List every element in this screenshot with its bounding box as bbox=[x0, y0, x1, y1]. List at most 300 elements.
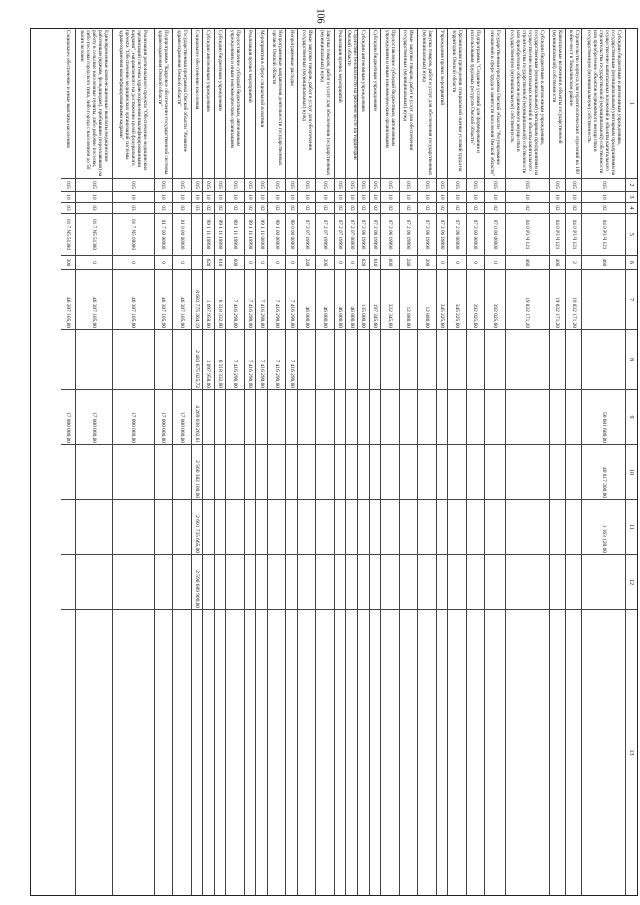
cell-rz: 10 bbox=[76, 192, 112, 203]
cell-v1: 19 832 171,20 bbox=[550, 270, 565, 330]
cell-pr: 02 bbox=[467, 203, 484, 214]
cell-v1: 1 097 958,00 bbox=[203, 270, 214, 330]
cell-v2: 1 097 958,00 bbox=[203, 330, 214, 390]
cell-v2: 7 416 290,00 bbox=[268, 330, 285, 390]
cell-pr: 03 bbox=[192, 203, 203, 214]
cell-vr: 2 bbox=[566, 256, 581, 270]
cell-v2 bbox=[61, 330, 75, 390]
cell-name: Закупка товаров, работ и услуг для обеспечения государственных (муниципальных) нужд bbox=[316, 29, 333, 179]
cell-v4 bbox=[298, 445, 315, 500]
cell-v1: 19 832 171,20 bbox=[506, 270, 549, 330]
cell-pr: 03 bbox=[113, 203, 154, 214]
cell-pr: 02 bbox=[358, 203, 369, 214]
cell-rz: 10 bbox=[173, 192, 190, 203]
cell-csr: 99 1 11 00000 bbox=[256, 214, 267, 256]
cell-v4 bbox=[335, 445, 346, 500]
cell-csr: 07 0 00 00000 bbox=[485, 214, 505, 256]
cell-csr: 99 1 11 19990 bbox=[226, 214, 243, 256]
cell-v7 bbox=[370, 610, 381, 895]
cell-v2: 7 416 290,00 bbox=[256, 330, 267, 390]
column-number: 1 bbox=[626, 29, 637, 179]
cell-v6 bbox=[358, 555, 369, 610]
cell-vr: 0 bbox=[256, 256, 267, 270]
cell-v1: 19 832 171,20 bbox=[566, 270, 581, 330]
table-row bbox=[267, 29, 285, 895]
cell-name: Единовременные компенсационные выплаты медицинским работникам (врачам, фельдшерам), прибывшим (переехавшим) на работу в сельские населенные пункты, либо рабочие поселки, либо поселки городского типа, либо города с населением до 50 тысяч человек bbox=[76, 29, 112, 179]
cell-v4 bbox=[566, 445, 581, 500]
cell-v7 bbox=[448, 610, 465, 895]
cell-pr: 02 bbox=[506, 203, 549, 214]
cell-csr: 01 7 00 00000 bbox=[155, 214, 172, 256]
cell-v4 bbox=[550, 445, 565, 500]
cell-v1: 7 416 290,00 bbox=[268, 270, 285, 330]
cell-name: Непрограммные расходы bbox=[286, 29, 297, 179]
cell-vr: 0 bbox=[173, 256, 190, 270]
cell-v3 bbox=[316, 390, 333, 445]
cell-pr: 02 bbox=[286, 203, 297, 214]
cell-gr: 015 bbox=[566, 179, 581, 192]
cell-gr: 015 bbox=[370, 179, 381, 192]
cell-v2 bbox=[400, 330, 417, 390]
cell-pr: 02 bbox=[335, 203, 346, 214]
cell-v3 bbox=[346, 390, 357, 445]
cell-v6 bbox=[582, 555, 625, 610]
column-number: 3 bbox=[626, 192, 637, 203]
table-row bbox=[255, 29, 267, 895]
cell-v2: 2 483 675 025,72 bbox=[192, 330, 203, 390]
cell-v2 bbox=[316, 330, 333, 390]
cell-v3 bbox=[506, 390, 549, 445]
cell-pr: 03 bbox=[155, 203, 172, 214]
cell-rz: 10 bbox=[550, 192, 565, 203]
cell-v2: 7 416 290,00 bbox=[226, 330, 243, 390]
cell-v5 bbox=[256, 500, 267, 555]
column-number: 2 bbox=[626, 179, 637, 192]
cell-v4 bbox=[506, 445, 549, 500]
cell-v3 bbox=[215, 390, 226, 445]
cell-rz: 10 bbox=[346, 192, 357, 203]
cell-v4 bbox=[437, 445, 448, 500]
cell-v6 bbox=[113, 555, 154, 610]
cell-v6 bbox=[155, 555, 172, 610]
cell-vr: 0 bbox=[437, 256, 448, 270]
cell-csr: 01 7 N5 00000 bbox=[113, 214, 154, 256]
cell-pr: 03 bbox=[61, 203, 75, 214]
cell-v1: 7 416 290,00 bbox=[226, 270, 243, 330]
cell-v6 bbox=[506, 555, 549, 610]
column-number: 6 bbox=[626, 256, 637, 270]
cell-v6 bbox=[286, 555, 297, 610]
cell-v5: 1 163 120,00 bbox=[582, 500, 625, 555]
cell-v7 bbox=[256, 610, 267, 895]
cell-rz: 10 bbox=[448, 192, 465, 203]
cell-v4 bbox=[381, 445, 398, 500]
cell-v1: 345 225,60 bbox=[437, 270, 448, 330]
cell-name: Социальное обеспечение и иные выплаты населению bbox=[61, 29, 75, 179]
cell-v6 bbox=[346, 555, 357, 610]
column-number: 13 bbox=[628, 749, 635, 756]
cell-pr: 02 bbox=[346, 203, 357, 214]
cell-rz: 10 bbox=[215, 192, 226, 203]
cell-v5 bbox=[400, 500, 417, 555]
cell-name: Субсидии бюджетным учреждениям bbox=[370, 29, 381, 179]
cell-v3 bbox=[400, 390, 417, 445]
cell-v4 bbox=[418, 445, 435, 500]
cell-v2 bbox=[437, 330, 448, 390]
cell-name: Предоставление субсидий бюджетным, автономным учреждениям и иным некоммерческим организациям bbox=[226, 29, 243, 179]
cell-v3 bbox=[566, 390, 581, 445]
cell-csr: 01 7 N5 51380 bbox=[61, 214, 75, 256]
table-row bbox=[297, 29, 315, 895]
cell-pr: 02 bbox=[298, 203, 315, 214]
cell-v4 bbox=[316, 445, 333, 500]
cell-v1: 392 025,60 bbox=[485, 270, 505, 330]
cell-v7 bbox=[215, 610, 226, 895]
page-number bbox=[312, 6, 328, 26]
cell-v6 bbox=[418, 555, 435, 610]
cell-rz: 10 bbox=[370, 192, 381, 203]
cell-rz: 10 bbox=[268, 192, 285, 203]
cell-v6 bbox=[245, 555, 256, 610]
cell-gr: 015 bbox=[256, 179, 267, 192]
cell-name: Субсидии бюджетным учреждениям bbox=[215, 29, 226, 179]
cell-name: Социальное обеспечение населения bbox=[192, 29, 203, 179]
cell-v1: 392 025,60 bbox=[467, 270, 484, 330]
cell-vr: 0 bbox=[155, 256, 172, 270]
table-row bbox=[466, 29, 484, 895]
cell-v5 bbox=[467, 500, 484, 555]
cell-v3 bbox=[335, 390, 346, 445]
cell-rz: 10 bbox=[203, 192, 214, 203]
cell-v2 bbox=[485, 330, 505, 390]
cell-v5 bbox=[370, 500, 381, 555]
cell-v5 bbox=[485, 500, 505, 555]
cell-v7 bbox=[203, 610, 214, 895]
cell-name: Непрограммные направления деятельности государственных органов Омской области bbox=[268, 29, 285, 179]
cell-v5 bbox=[550, 500, 565, 555]
cell-v1: 46 307 105,00 bbox=[173, 270, 190, 330]
cell-v4 bbox=[256, 445, 267, 500]
cell-vr: 600 bbox=[381, 256, 398, 270]
cell-v7 bbox=[467, 610, 484, 895]
cell-v1: 197 345,60 bbox=[370, 270, 381, 330]
cell-rz: 10 bbox=[400, 192, 417, 203]
table-row bbox=[357, 29, 369, 895]
cell-csr: 04 0 Р3 Ч 121 bbox=[566, 214, 581, 256]
cell-rz: 10 bbox=[298, 192, 315, 203]
cell-name: Реализация прочих мероприятий bbox=[335, 29, 346, 179]
table-row bbox=[315, 29, 333, 895]
cell-v4 bbox=[448, 445, 465, 500]
cell-v4: 2 560 382 100,00 bbox=[192, 445, 203, 500]
cell-rz: 10 bbox=[335, 192, 346, 203]
cell-v3 bbox=[358, 390, 369, 445]
cell-csr: 07 2 00 00000 bbox=[467, 214, 484, 256]
cell-rz: 10 bbox=[155, 192, 172, 203]
cell-v6 bbox=[566, 555, 581, 610]
cell-pr: 02 bbox=[226, 203, 243, 214]
cell-pr: 02 bbox=[381, 203, 398, 214]
cell-v2 bbox=[76, 330, 112, 390]
cell-vr: 300 bbox=[61, 256, 75, 270]
cell-v6: 2 598 689 900,00 bbox=[192, 555, 203, 610]
cell-pr: 02 bbox=[437, 203, 448, 214]
column-number: 12 bbox=[626, 555, 637, 610]
cell-v1 bbox=[582, 270, 625, 330]
cell-v5 bbox=[215, 500, 226, 555]
cell-name: Учреждения прочих мероприятий bbox=[437, 29, 448, 179]
budget-table bbox=[30, 28, 638, 896]
cell-name: Предоставление субсидий бюджетным, автономным учреждениям и иным некоммерческим организациям bbox=[381, 29, 398, 179]
cell-v7 bbox=[400, 610, 417, 895]
cell-csr bbox=[192, 214, 203, 256]
cell-name: Содействие безопасности на рабочем месте на территории Омской области bbox=[346, 29, 357, 179]
cell-v2 bbox=[506, 330, 549, 390]
cell-v1: 46 800,00 bbox=[298, 270, 315, 330]
cell-v3 bbox=[268, 390, 285, 445]
table-row bbox=[112, 29, 154, 895]
cell-v3: 17 000 000,00 bbox=[155, 390, 172, 445]
cell-vr: 610 bbox=[370, 256, 381, 270]
cell-v4 bbox=[113, 445, 154, 500]
cell-v5 bbox=[298, 500, 315, 555]
column-number: 10 bbox=[626, 445, 637, 500]
cell-rz: 10 bbox=[316, 192, 333, 203]
cell-v6 bbox=[203, 555, 214, 610]
cell-v7 bbox=[582, 610, 625, 895]
cell-pr: 02 bbox=[203, 203, 214, 214]
cell-name: Государственная программа Омской области "Регулирование отношений в сфере труда и занятости населения Омской области" bbox=[485, 29, 505, 179]
cell-v3: 50 601 600,00 bbox=[582, 390, 625, 445]
cell-v2: 6 318 332,00 bbox=[215, 330, 226, 390]
cell-gr: 015 bbox=[316, 179, 333, 192]
table-row bbox=[565, 29, 581, 895]
table-row bbox=[505, 29, 549, 895]
cell-gr: 015 bbox=[192, 179, 203, 192]
cell-v1: 46 307 105,00 bbox=[155, 270, 172, 330]
table-row bbox=[61, 29, 75, 895]
cell-v4 bbox=[286, 445, 297, 500]
cell-v6 bbox=[316, 555, 333, 610]
cell-v7 bbox=[173, 610, 190, 895]
cell-v6 bbox=[485, 555, 505, 610]
cell-name: Подпрограмма "Кадровое обеспечение государственной системы здравоохранения Омской области" bbox=[155, 29, 172, 179]
cell-vr: 0 bbox=[346, 256, 357, 270]
cell-v3: 4 269 038 202,61 bbox=[192, 390, 203, 445]
cell-rz: 10 bbox=[61, 192, 75, 203]
table-row bbox=[202, 29, 214, 895]
table-row bbox=[334, 29, 346, 895]
cell-v5 bbox=[448, 500, 465, 555]
cell-vr: 240 bbox=[400, 256, 417, 270]
cell-v7 bbox=[286, 610, 297, 895]
cell-v3: 17 000 000,00 bbox=[61, 390, 75, 445]
cell-gr: 015 bbox=[418, 179, 435, 192]
table-row bbox=[225, 29, 243, 895]
cell-rz: 10 bbox=[381, 192, 398, 203]
cell-gr: 015 bbox=[550, 179, 565, 192]
cell-vr: 400 bbox=[550, 256, 565, 270]
cell-csr: 04 0 Р3 Ч 121 bbox=[582, 214, 625, 256]
cell-vr: 0 bbox=[113, 256, 154, 270]
cell-v3 bbox=[226, 390, 243, 445]
cell-gr: 015 bbox=[358, 179, 369, 192]
cell-v5 bbox=[61, 500, 75, 555]
cell-v7 bbox=[268, 610, 285, 895]
cell-v1: 46 800,00 bbox=[335, 270, 346, 330]
cell-v4: 40 817 300,00 bbox=[582, 445, 625, 500]
cell-v2 bbox=[381, 330, 398, 390]
table-row bbox=[285, 29, 297, 895]
page-number-text: 106 bbox=[314, 8, 326, 24]
cell-v2 bbox=[155, 330, 172, 390]
cell-v6 bbox=[400, 555, 417, 610]
cell-v3 bbox=[437, 390, 448, 445]
cell-pr: 03 bbox=[76, 203, 112, 214]
cell-v4 bbox=[173, 445, 190, 500]
cell-v1: 6 318 332,00 bbox=[215, 270, 226, 330]
cell-rz: 10 bbox=[113, 192, 154, 203]
cell-v5 bbox=[418, 500, 435, 555]
cell-vr: 610 bbox=[215, 256, 226, 270]
cell-v7 bbox=[358, 610, 369, 895]
cell-v1: 46 307 105,00 bbox=[61, 270, 75, 330]
table-row bbox=[380, 29, 398, 895]
cell-v6 bbox=[268, 555, 285, 610]
cell-v4 bbox=[61, 445, 75, 500]
cell-vr: 240 bbox=[298, 256, 315, 270]
cell-v1: 332 345,60 bbox=[381, 270, 398, 330]
cell-csr: 99 0 00 00000 bbox=[286, 214, 297, 256]
cell-gr: 015 bbox=[437, 179, 448, 192]
rotated-page-area bbox=[30, 28, 638, 896]
cell-v5 bbox=[268, 500, 285, 555]
cell-name: Субсидии автономным учреждениям bbox=[358, 29, 369, 179]
cell-gr: 015 bbox=[506, 179, 549, 192]
cell-pr: 02 bbox=[316, 203, 333, 214]
cell-pr: 02 bbox=[370, 203, 381, 214]
cell-vr: 620 bbox=[358, 256, 369, 270]
cell-v2 bbox=[566, 330, 581, 390]
cell-csr: 07 2 07 19990 bbox=[298, 214, 315, 256]
cell-v5 bbox=[203, 500, 214, 555]
cell-v6 bbox=[226, 555, 243, 610]
cell-v1: 345 225,60 bbox=[448, 270, 465, 330]
cell-v6 bbox=[256, 555, 267, 610]
cell-gr: 015 bbox=[467, 179, 484, 192]
cell-csr: 99 1 11 19990 bbox=[203, 214, 214, 256]
cell-v5 bbox=[346, 500, 357, 555]
cell-csr: 07 2 07 19990 bbox=[335, 214, 346, 256]
cell-v7 bbox=[437, 610, 448, 895]
cell-rz: 10 bbox=[358, 192, 369, 203]
cell-pr: 02 bbox=[256, 203, 267, 214]
cell-v1: 7 416 290,00 bbox=[245, 270, 256, 330]
table-row bbox=[436, 29, 448, 895]
cell-vr: 0 bbox=[467, 256, 484, 270]
cell-v4 bbox=[346, 445, 357, 500]
table-row bbox=[154, 29, 172, 895]
cell-v3 bbox=[381, 390, 398, 445]
table-row bbox=[484, 29, 505, 895]
cell-v5 bbox=[76, 500, 112, 555]
column-number: 5 bbox=[626, 214, 637, 256]
cell-rz: 10 bbox=[256, 192, 267, 203]
cell-v4 bbox=[203, 445, 214, 500]
cell-v1: 12 880,00 bbox=[400, 270, 417, 330]
cell-v5 bbox=[437, 500, 448, 555]
cell-v3 bbox=[467, 390, 484, 445]
cell-v7 bbox=[550, 610, 565, 895]
cell-v2 bbox=[335, 330, 346, 390]
table-row bbox=[172, 29, 190, 895]
cell-v1: 12 880,00 bbox=[418, 270, 435, 330]
cell-v2 bbox=[358, 330, 369, 390]
cell-v1: 135 000,00 bbox=[358, 270, 369, 330]
table-row bbox=[244, 29, 256, 895]
cell-rz: 10 bbox=[286, 192, 297, 203]
table-row bbox=[447, 29, 465, 895]
cell-v7 bbox=[316, 610, 333, 895]
cell-v1: 46 307 105,00 bbox=[113, 270, 154, 330]
cell-gr: 015 bbox=[582, 179, 625, 192]
cell-gr: 015 bbox=[76, 179, 112, 192]
table-row bbox=[549, 29, 565, 895]
table-row bbox=[191, 29, 203, 895]
cell-name: Подпрограмма "Создание условий для формирования и использования трудовых ресурсов Омской области" bbox=[467, 29, 484, 179]
cell-name: Закупка товаров, работ и услуг для обеспечения государственных (муниципальных) нужд bbox=[418, 29, 435, 179]
cell-name: Иные закупки товаров, работ и услуг для обеспечения государственных (муниципальных) нужд bbox=[400, 29, 417, 179]
cell-v6 bbox=[381, 555, 398, 610]
column-number: 7 bbox=[626, 270, 637, 330]
cell-csr: 07 2 06 19990 bbox=[358, 214, 369, 256]
cell-v2 bbox=[346, 330, 357, 390]
cell-v2: 7 416 290,00 bbox=[245, 330, 256, 390]
cell-csr: 07 2 06 19990 bbox=[437, 214, 448, 256]
cell-v6 bbox=[298, 555, 315, 610]
cell-v5 bbox=[381, 500, 398, 555]
cell-csr: 01 7 N5 51380 bbox=[76, 214, 112, 256]
cell-v5 bbox=[335, 500, 346, 555]
cell-v6 bbox=[173, 555, 190, 610]
cell-gr: 015 bbox=[448, 179, 465, 192]
cell-gr: 015 bbox=[346, 179, 357, 192]
cell-pr: 02 bbox=[268, 203, 285, 214]
cell-v3: 17 000 000,00 bbox=[173, 390, 190, 445]
cell-v7 bbox=[155, 610, 172, 895]
cell-v7 bbox=[226, 610, 243, 895]
cell-pr: 02 bbox=[485, 203, 505, 214]
cell-v6 bbox=[467, 555, 484, 610]
cell-v7 bbox=[506, 610, 549, 895]
cell-v5 bbox=[155, 500, 172, 555]
cell-rz: 10 bbox=[437, 192, 448, 203]
cell-name: Реализация прочих мероприятий bbox=[245, 29, 256, 179]
cell-v3 bbox=[298, 390, 315, 445]
cell-v4 bbox=[400, 445, 417, 500]
cell-name: Иные закупки товаров, работ и услуг для обеспечения государственных (муниципальных) нужд bbox=[298, 29, 315, 179]
table-row bbox=[75, 29, 112, 895]
cell-v6 bbox=[76, 555, 112, 610]
cell-v6 bbox=[550, 555, 565, 610]
cell-v4 bbox=[245, 445, 256, 500]
cell-csr: 07 2 07 19990 bbox=[316, 214, 333, 256]
column-number: 4 bbox=[626, 203, 637, 214]
cell-v7 bbox=[192, 610, 203, 895]
cell-v4 bbox=[358, 445, 369, 500]
cell-v7 bbox=[335, 610, 346, 895]
cell-v6 bbox=[335, 555, 346, 610]
